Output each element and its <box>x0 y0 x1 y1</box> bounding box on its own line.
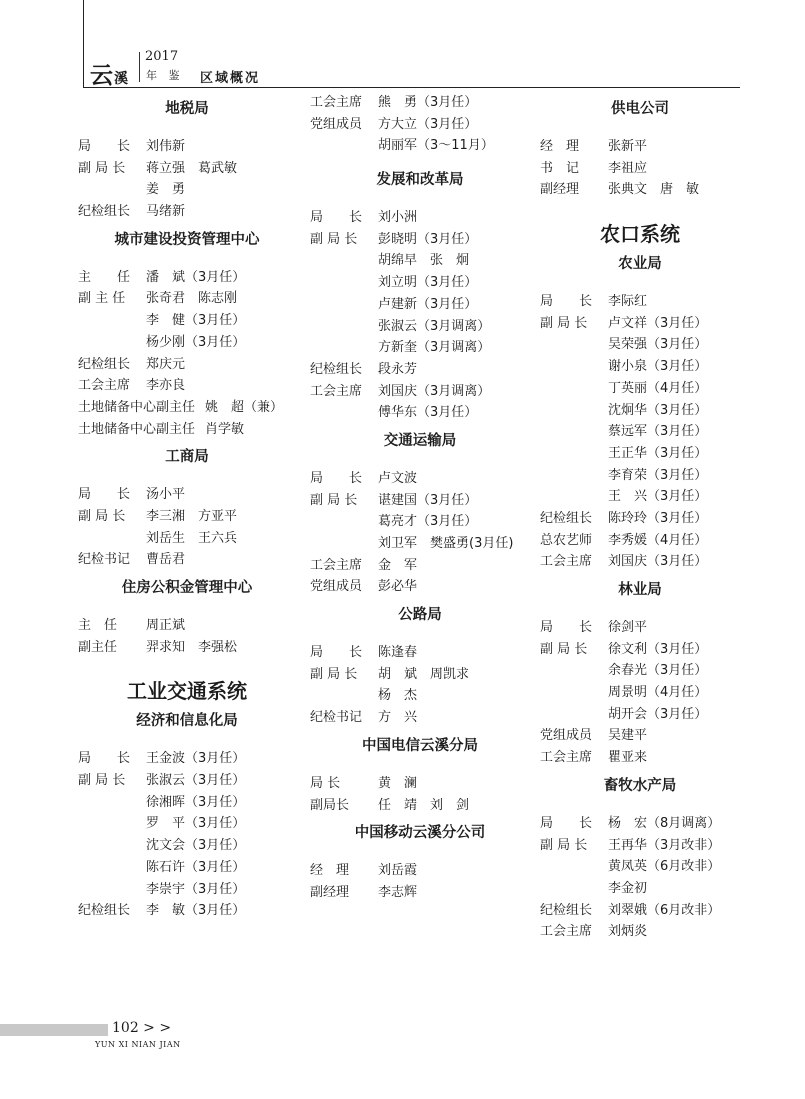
person-names: 谢小泉（3月任） <box>608 359 708 375</box>
person-names: 李三湘 方亚平 <box>146 508 238 524</box>
person-names: 杨 宏（8月调离） <box>608 815 721 831</box>
roster-row <box>78 835 296 857</box>
roster-row <box>78 615 296 637</box>
person-names: 张新平 <box>608 139 648 154</box>
roster-row <box>540 725 740 747</box>
position-title: 副主任 <box>78 639 118 655</box>
roster-row <box>540 400 740 422</box>
roster-row <box>310 511 530 533</box>
position-title: 书 记 <box>540 160 580 176</box>
roster <box>540 617 740 769</box>
person-names: 徐剑平 <box>608 620 648 635</box>
roster <box>540 813 740 943</box>
person-names: 葛亮才（3月任） <box>378 514 478 530</box>
person-names: 任 靖 刘 剑 <box>378 797 470 813</box>
position-title: 副 局 长 <box>78 773 126 789</box>
roster <box>310 860 530 903</box>
person-names: 沈炯华（3月任） <box>608 402 708 418</box>
roster-row <box>540 291 740 313</box>
person-names: 蔡远军（3月任） <box>608 424 708 440</box>
person-names: 方 兴 <box>378 710 418 726</box>
roster-row <box>310 207 530 229</box>
person-names: 张淑云（3月任） <box>146 773 246 789</box>
roster-row <box>310 576 530 598</box>
position-title: 局 长 <box>78 139 131 154</box>
footer-subtitle: YUN XI NIAN JIAN <box>95 1040 181 1049</box>
roster-row <box>540 813 740 835</box>
position-title: 工会主席 <box>310 557 363 573</box>
roster-row <box>310 381 530 403</box>
position-title: 局 长 <box>310 645 363 661</box>
person-names: 李崇宇（3月任） <box>146 881 246 897</box>
person-names: 李祖应 <box>608 160 648 176</box>
roster-row <box>78 354 296 376</box>
roster <box>78 484 296 571</box>
person-names: 李际红 <box>608 294 648 310</box>
roster-row <box>78 857 296 879</box>
person-names: 姜 勇 <box>146 182 186 198</box>
roster-row <box>310 229 530 251</box>
position-title: 工会主席 <box>540 924 593 940</box>
person-names: 胡 斌 周凯求 <box>378 666 470 682</box>
person-names: 黄 澜 <box>378 775 418 791</box>
roster <box>540 291 740 573</box>
roster <box>78 267 296 441</box>
roster-row <box>78 288 296 310</box>
person-names: 黄凤英（6月改非） <box>608 859 721 875</box>
roster-row <box>78 267 296 289</box>
roster-row <box>78 549 296 571</box>
roster <box>540 136 740 201</box>
roster-row <box>310 114 530 136</box>
person-names: 吴荣强（3月任） <box>608 337 708 353</box>
org-heading: 畜牧水产局 <box>603 777 677 794</box>
position-title: 局 长 <box>310 775 341 791</box>
position-title: 副 局 长 <box>78 508 126 524</box>
position-title: 副 局 长 <box>540 315 588 331</box>
person-names: 王正华（3月任） <box>608 445 708 461</box>
roster-row <box>310 135 530 157</box>
roster-row <box>540 747 740 769</box>
person-names: 刘小洲 <box>378 210 418 226</box>
position-title: 副 主 任 <box>78 291 126 307</box>
org-heading: 公路局 <box>398 607 442 624</box>
position-title: 土地储备中心副主任 <box>78 421 196 437</box>
system-heading: 农口系统 <box>600 222 680 247</box>
position-title: 纪检组长 <box>78 356 131 372</box>
person-names: 谌建国（3月任） <box>378 492 478 508</box>
org-heading: 城市建设投资管理中心 <box>114 231 260 248</box>
position-title: 党组成员 <box>310 116 363 132</box>
roster-row <box>78 506 296 528</box>
position-title: 副局长 <box>310 797 350 813</box>
roster-row <box>540 179 740 201</box>
position-title: 主 任 <box>78 269 131 285</box>
org-heading: 中国电信云溪分局 <box>362 737 478 754</box>
roster-row <box>540 421 740 443</box>
person-names: 彭必华 <box>378 579 418 595</box>
position-title: 工会主席 <box>540 554 593 570</box>
roster <box>310 468 530 598</box>
roster <box>310 207 530 424</box>
position-title: 纪检组长 <box>540 902 593 918</box>
person-names: 罗 平（3月任） <box>146 816 246 832</box>
roster-row <box>540 158 740 180</box>
org-heading: 交通运输局 <box>383 432 457 449</box>
person-names: 周正斌 <box>146 618 186 633</box>
roster-row <box>540 508 740 530</box>
position-title: 经 理 <box>540 139 580 154</box>
yearbook-label: 年 鉴 <box>146 69 184 82</box>
person-names: 陈逢春 <box>378 645 418 661</box>
roster-row <box>310 664 530 686</box>
position-title: 副 局 长 <box>310 492 358 508</box>
position-title: 纪检书记 <box>78 552 131 568</box>
roster-row <box>78 310 296 332</box>
person-names: 张典文 唐 敏 <box>608 182 700 198</box>
roster-row <box>78 813 296 835</box>
person-names: 肖学敏 <box>205 421 245 437</box>
roster-row <box>540 530 740 552</box>
person-names: 郑庆元 <box>146 356 186 372</box>
roster-row <box>540 660 740 682</box>
person-names: 张奇君 陈志刚 <box>146 291 238 307</box>
person-names: 王金波（3月任） <box>146 751 246 767</box>
person-names: 胡开会（3月任） <box>608 706 708 722</box>
person-names: 杨少刚（3月任） <box>146 334 246 350</box>
roster-row <box>540 704 740 726</box>
roster-row <box>78 637 296 659</box>
roster-row <box>78 158 296 180</box>
position-title: 纪检书记 <box>310 710 363 726</box>
roster-row <box>310 860 530 882</box>
masthead-divider <box>139 52 140 82</box>
person-names: 刘国庆（3月任） <box>608 554 708 570</box>
roster-row <box>310 337 530 359</box>
person-names: 方新奎（3月调离） <box>378 340 491 356</box>
person-names: 羿求知 李强松 <box>146 639 238 655</box>
person-names: 李 敏（3月任） <box>146 903 246 919</box>
roster-row <box>78 879 296 901</box>
position-title: 副 局 长 <box>540 641 588 657</box>
roster-row <box>310 294 530 316</box>
year-label: 2017 <box>145 49 179 64</box>
roster-row <box>78 136 296 158</box>
person-names: 吴建平 <box>608 728 648 744</box>
org-heading: 发展和改革局 <box>376 172 464 189</box>
person-names: 刘炳炎 <box>608 924 648 940</box>
roster-row <box>78 528 296 550</box>
yearbook-logo: 云溪 <box>90 62 129 89</box>
column-1 <box>78 92 296 922</box>
person-names: 瞿亚来 <box>608 750 648 766</box>
roster-row <box>310 316 530 338</box>
roster-row <box>78 484 296 506</box>
position-title: 局 长 <box>310 470 363 486</box>
person-names: 丁英丽（4月任） <box>608 380 708 396</box>
person-names: 刘翠娥（6月改非） <box>608 902 721 918</box>
position-title: 副经理 <box>310 884 350 900</box>
position-title: 工会主席 <box>78 378 131 394</box>
person-names: 傅华东（3月任） <box>378 405 478 421</box>
roster-row <box>78 900 296 922</box>
position-title: 工会主席 <box>310 383 363 399</box>
person-names: 李亦良 <box>146 378 186 394</box>
column-3 <box>540 92 740 943</box>
roster-row <box>310 402 530 424</box>
person-names: 徐湘晖（3月任） <box>146 794 246 810</box>
roster <box>78 136 296 223</box>
header-rule <box>83 87 740 88</box>
position-title: 纪检组长 <box>78 204 131 220</box>
person-names: 李志辉 <box>378 884 418 900</box>
org-heading: 林业局 <box>618 582 662 598</box>
roster-row <box>310 685 530 707</box>
roster-row <box>540 835 740 857</box>
roster-row <box>78 397 296 419</box>
position-title: 总农艺师 <box>540 532 593 548</box>
roster-row <box>310 359 530 381</box>
roster <box>310 92 530 157</box>
org-heading: 中国移动云溪分公司 <box>354 825 486 842</box>
person-names: 方大立（3月任） <box>378 116 478 132</box>
roster-row <box>540 856 740 878</box>
person-names: 潘 斌（3月任） <box>146 269 246 285</box>
roster-row <box>310 468 530 490</box>
person-names: 沈文会（3月任） <box>146 838 246 854</box>
roster-row <box>540 878 740 900</box>
roster <box>78 615 296 658</box>
person-names: 汤小平 <box>146 487 186 503</box>
roster-row <box>310 707 530 729</box>
position-title: 局 长 <box>78 751 131 767</box>
roster-row <box>78 375 296 397</box>
roster-row <box>78 201 296 223</box>
roster-row <box>540 378 740 400</box>
position-title: 副 局 长 <box>78 160 126 176</box>
person-names: 王再华（3月改非） <box>608 837 721 853</box>
roster-row <box>78 332 296 354</box>
org-heading: 供电公司 <box>611 101 669 117</box>
position-title: 局 长 <box>540 620 593 635</box>
roster-row <box>310 272 530 294</box>
roster-row <box>310 773 530 795</box>
roster-row <box>310 92 530 114</box>
roster-row <box>310 533 530 555</box>
roster-row <box>540 356 740 378</box>
person-names: 徐文利（3月任） <box>608 641 708 657</box>
person-names: 李 健（3月任） <box>146 313 246 329</box>
position-title: 副 局 长 <box>540 837 588 853</box>
position-title: 纪检组长 <box>540 510 593 526</box>
roster-row <box>540 443 740 465</box>
roster-row <box>540 617 740 639</box>
person-names: 彭晓明（3月任） <box>378 231 478 247</box>
roster-row <box>540 465 740 487</box>
section-title: 区域概况 <box>200 71 261 86</box>
roster <box>78 748 296 922</box>
position-title: 土地储备中心副主任 <box>78 399 196 415</box>
person-names: 刘伟新 <box>146 139 186 154</box>
person-names: 陈玲玲（3月任） <box>608 510 708 526</box>
person-names: 马绪新 <box>146 204 186 220</box>
footer-bar <box>0 1024 108 1036</box>
position-title: 局 长 <box>540 294 593 310</box>
person-names: 段永芳 <box>378 361 418 377</box>
position-title: 工会主席 <box>540 750 593 766</box>
roster <box>310 642 530 729</box>
roster-row <box>540 551 740 573</box>
person-names: 刘国庆（3月调离） <box>378 383 491 399</box>
person-names: 卢建新（3月任） <box>378 296 478 312</box>
person-names: 余春光（3月任） <box>608 663 708 679</box>
person-names: 李育荣（3月任） <box>608 467 708 483</box>
person-names: 熊 勇（3月任） <box>378 95 478 110</box>
roster-row <box>78 792 296 814</box>
roster-row <box>78 179 296 201</box>
position-title: 副 局 长 <box>310 666 358 682</box>
roster-row <box>310 555 530 577</box>
system-heading: 工业交通系统 <box>127 679 247 704</box>
position-title: 纪检组长 <box>310 361 363 377</box>
person-names: 周景明（4月任） <box>608 685 708 701</box>
column-2 <box>310 92 530 904</box>
roster-row <box>540 921 740 943</box>
person-names: 刘卫军 樊盛勇(3月任) <box>378 536 514 551</box>
position-title: 工会主席 <box>310 95 363 110</box>
position-title: 副 局 长 <box>310 231 358 247</box>
roster-row <box>540 334 740 356</box>
roster-row <box>540 900 740 922</box>
org-heading: 农业局 <box>618 256 662 273</box>
roster-row <box>310 795 530 817</box>
person-names: 刘立明（3月任） <box>378 275 478 291</box>
person-names: 曹岳君 <box>146 552 186 568</box>
position-title: 局 长 <box>78 487 131 503</box>
roster-row <box>78 419 296 441</box>
roster-row <box>540 313 740 335</box>
roster-row <box>310 642 530 664</box>
position-title: 局 长 <box>540 815 593 831</box>
roster-row <box>310 490 530 512</box>
roster-row <box>540 486 740 508</box>
position-title: 经 理 <box>310 863 350 879</box>
roster-row <box>310 250 530 272</box>
position-title: 副经理 <box>540 182 580 198</box>
position-title: 纪检组长 <box>78 903 131 919</box>
roster-row <box>78 748 296 770</box>
person-names: 金 军 <box>378 557 418 573</box>
person-names: 王 兴（3月任） <box>608 489 708 505</box>
person-names: 李金初 <box>608 880 648 896</box>
roster <box>310 773 530 816</box>
person-names: 刘岳生 王六兵 <box>146 530 238 546</box>
person-names: 胡丽军（3～11月） <box>378 138 494 154</box>
roster-row <box>78 770 296 792</box>
org-heading: 住房公积金管理中心 <box>121 580 253 596</box>
roster-row <box>310 882 530 904</box>
roster-row <box>540 136 740 158</box>
org-heading: 地税局 <box>165 101 209 117</box>
person-names: 胡绵早 张 炯 <box>378 253 470 269</box>
person-names: 李秀媛（4月任） <box>608 532 708 548</box>
org-heading: 经济和信息化局 <box>136 713 238 730</box>
position-title: 主 任 <box>78 618 118 633</box>
position-title: 党组成员 <box>540 728 593 744</box>
person-names: 张淑云（3月调离） <box>378 318 491 334</box>
person-names: 蒋立强 葛武敏 <box>146 160 238 176</box>
roster-row <box>540 639 740 661</box>
position-title: 局 长 <box>310 210 363 226</box>
position-title: 党组成员 <box>310 579 363 595</box>
org-heading: 工商局 <box>165 449 209 466</box>
person-names: 卢文波 <box>378 470 418 486</box>
roster-row <box>540 682 740 704</box>
person-names: 姚 超（兼） <box>205 399 284 415</box>
person-names: 杨 杰 <box>378 688 418 704</box>
person-names: 刘岳霞 <box>378 863 418 879</box>
page-number: 102 > > <box>112 1020 172 1036</box>
header-vertical-rule <box>83 0 84 88</box>
person-names: 卢文祥（3月任） <box>608 315 708 331</box>
person-names: 陈石许（3月任） <box>146 859 246 875</box>
